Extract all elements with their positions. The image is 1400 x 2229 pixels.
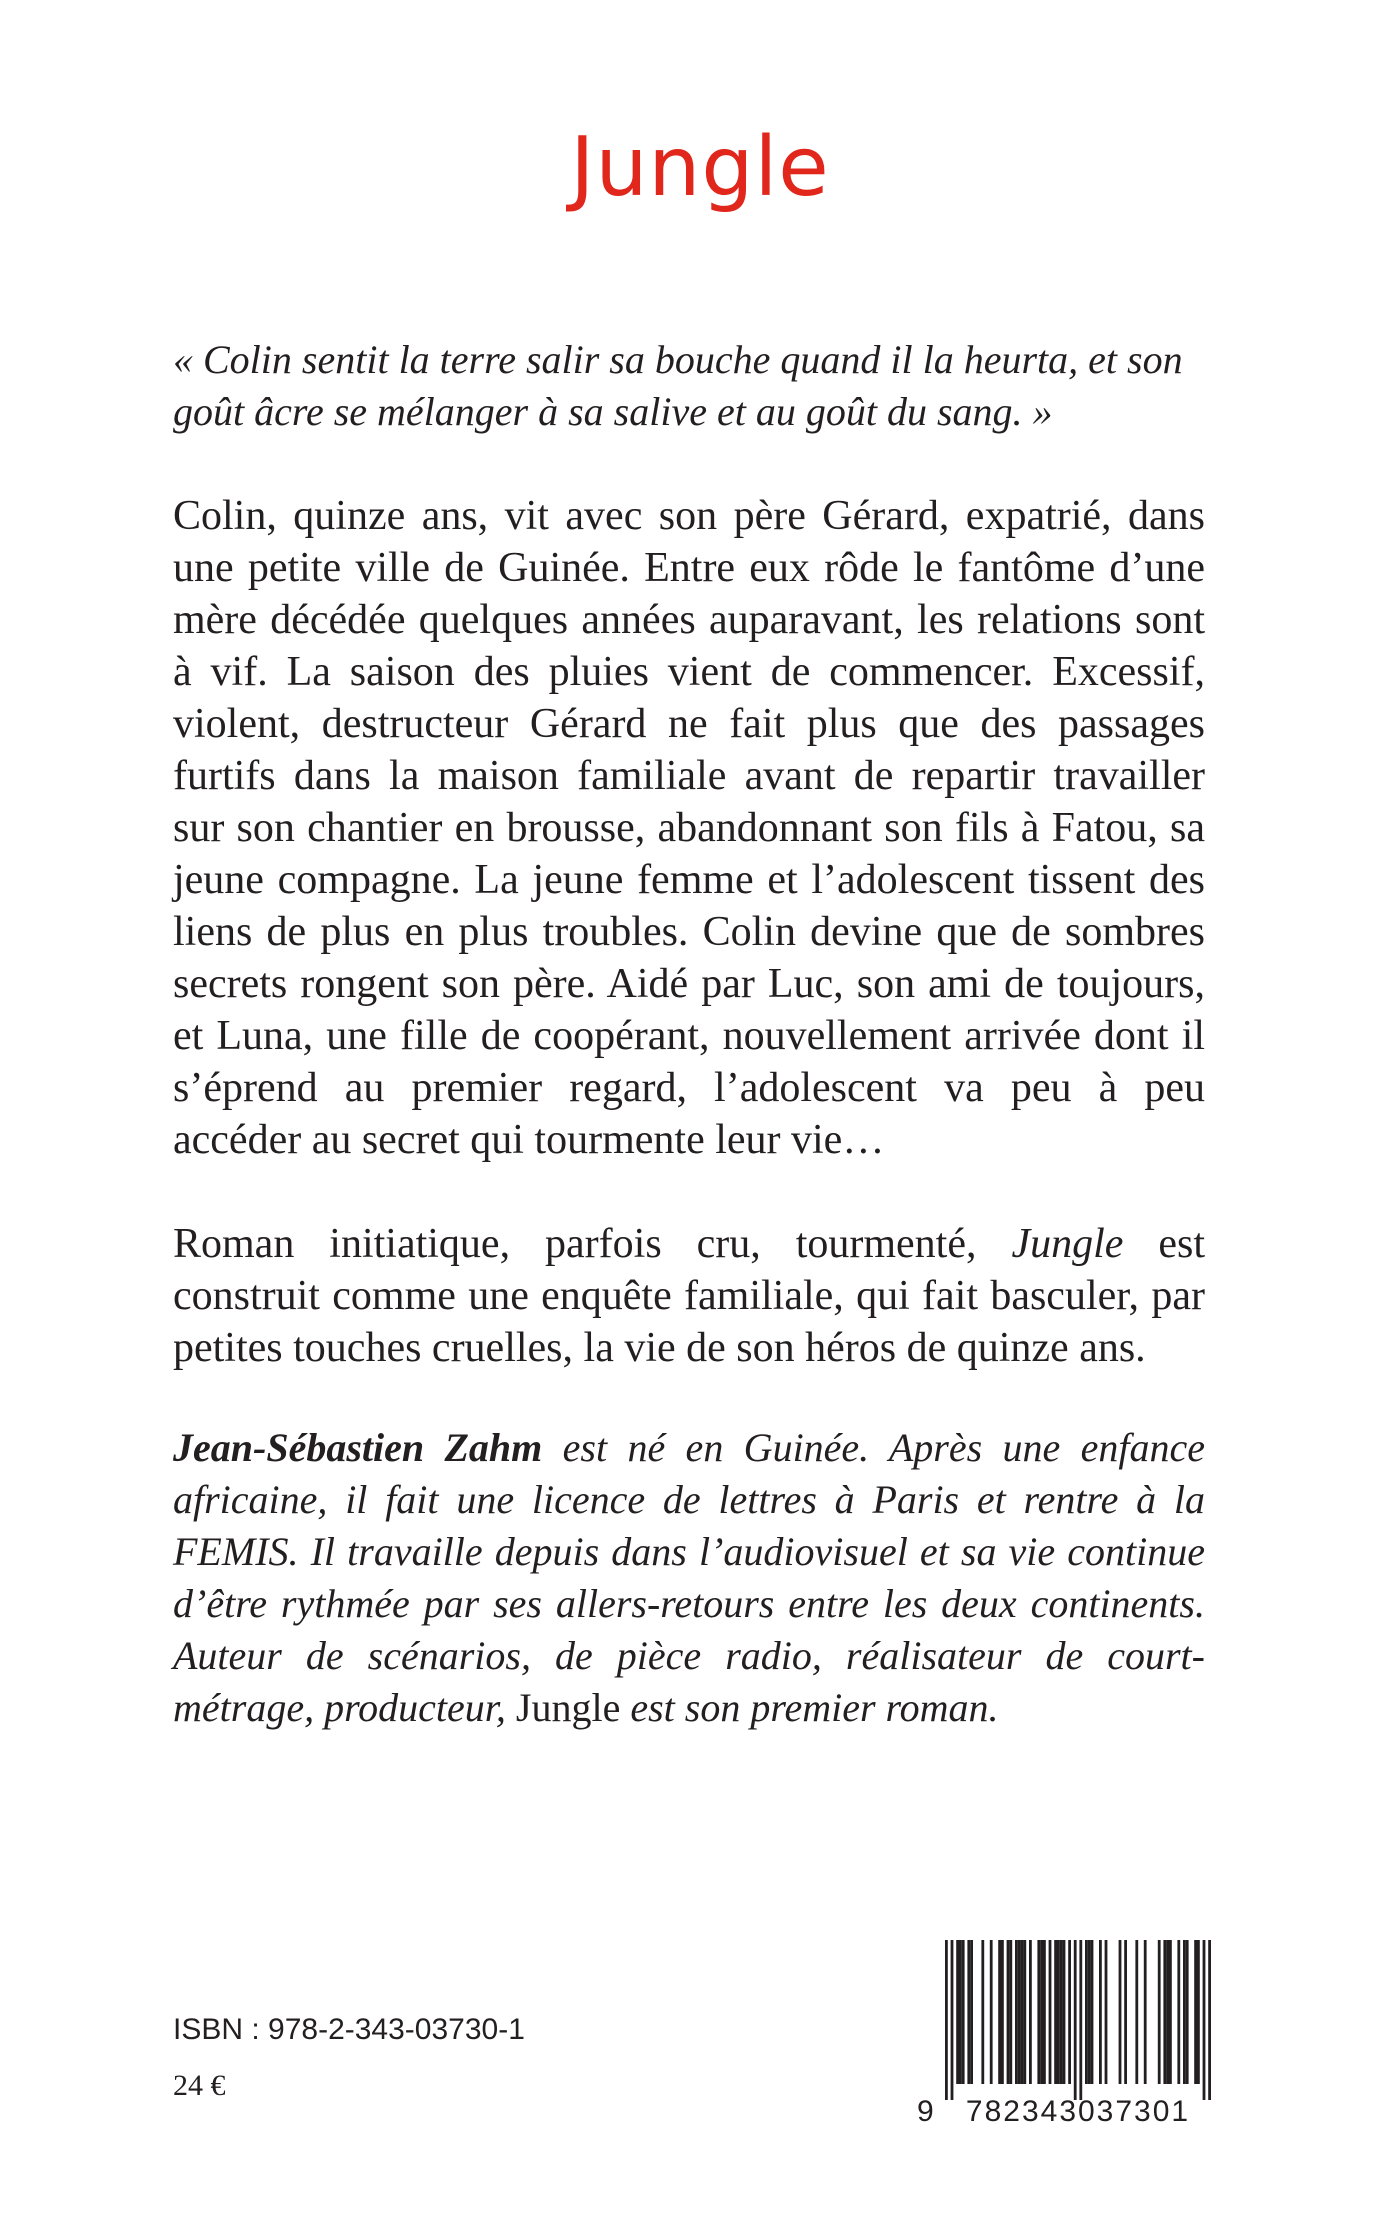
review-text [173, 1218, 1205, 1374]
barcode-bar [1043, 1940, 1046, 2084]
barcode-bar [1085, 1940, 1088, 2084]
barcode-bar [1163, 1940, 1166, 2084]
barcode-guard-bar [1079, 1940, 1082, 2100]
author-name: Jean-Sébastien Zahm [173, 1425, 543, 1470]
barcode-bar [1049, 1940, 1052, 2084]
barcode-guard-bar [1203, 1940, 1206, 2100]
barcode-bar [1023, 1940, 1026, 2084]
bio-text-part-2: est son premier roman. [620, 1685, 999, 1730]
barcode-bar [1007, 1940, 1010, 2084]
barcode-bar [1158, 1940, 1161, 2084]
excerpt-quote [173, 334, 1205, 438]
barcode-bar [1060, 1940, 1063, 2084]
barcode-bar [1018, 1940, 1021, 2084]
barcode-bar [1009, 1940, 1012, 2084]
barcode-bar [967, 1940, 970, 2084]
barcode-bar [990, 1940, 993, 2084]
barcode-bar [1105, 1940, 1108, 2084]
barcode-first-digit: 9 [917, 2095, 934, 2128]
barcode-digits: 782343037301 [965, 2095, 1191, 2128]
barcode-bar [1119, 1940, 1122, 2084]
book-title: Jungle [570, 120, 830, 215]
isbn-barcode [911, 1940, 1211, 2130]
barcode-bar [1015, 1940, 1018, 2084]
barcode-bar [1099, 1940, 1102, 2084]
quote-text: « Colin sentit la terre salir sa bouche quand il la heurta, et son goût âcre se mélanger à sa salive et au goût du sang. » [173, 337, 1183, 434]
barcode-bar [1029, 1940, 1032, 2084]
barcode-bar [1166, 1940, 1169, 2084]
bio-text [173, 1422, 1205, 1734]
author-bio [173, 1422, 1205, 1734]
barcode-bar [1144, 1940, 1147, 2084]
review-book-title: Jungle [1011, 1221, 1124, 1267]
barcode-bar [1063, 1940, 1066, 2084]
barcode-bar [1068, 1940, 1071, 2084]
barcode-bar [1040, 1940, 1043, 2084]
barcode-bar [998, 1940, 1001, 2084]
barcode-bar [959, 1940, 962, 2084]
review-text-after: est construit comme une enquête familiale, qui fait basculer, par petites touches cruelles, la vie de son héros de quinze ans. [173, 1221, 1206, 1371]
summary-paragraph [173, 490, 1205, 1166]
barcode-guard-bar [951, 1940, 954, 2100]
barcode-bar [1054, 1940, 1057, 2084]
review-paragraph [173, 1218, 1205, 1374]
barcode-bar [1088, 1940, 1091, 2084]
barcode-bar [1001, 1940, 1004, 2084]
barcode-bar [970, 1940, 973, 2084]
barcode-bar [1169, 1940, 1172, 2084]
barcode-bar [1197, 1940, 1200, 2084]
barcode-bar [1037, 1940, 1040, 2084]
barcode-bar [1183, 1940, 1186, 2084]
barcode-bar [1135, 1940, 1138, 2084]
barcode-bar [1021, 1940, 1024, 2084]
bio-book-title: Jungle [515, 1685, 621, 1730]
bio-text-part-1: est né en Guinée. Après une enfance africaine, il fait une licence de lettres à Paris et rentre à la FEMIS. Il travaille depuis dans l’audiovisuel et sa vie continue d’être rythmée par ses allers-retours entre les deux continents. Auteur de scénarios, de pièce radio, réalisateur de court-métrage, producteur, [173, 1425, 1205, 1730]
barcode-bar [1194, 1940, 1197, 2084]
barcode-bar [1057, 1940, 1060, 2084]
barcode-guard-bar [945, 1940, 948, 2100]
barcode-bar [981, 1940, 984, 2084]
barcode-bars [945, 1940, 1211, 2100]
barcode-bar [1186, 1940, 1189, 2084]
review-text-before: Roman initiatique, parfois cru, tourmenté, [173, 1221, 1012, 1267]
price-label: 24 € [173, 2069, 226, 2102]
barcode-guard-bar [1208, 1940, 1211, 2100]
barcode-bar [1091, 1940, 1094, 2084]
barcode-bar [1177, 1940, 1180, 2084]
isbn-label: ISBN : 978-2-343-03730-1 [173, 2013, 525, 2046]
barcode-guard-bar [1074, 1940, 1077, 2100]
barcode-bar [962, 1940, 965, 2084]
barcode-bar [956, 1940, 959, 2084]
summary-text: Colin, quinze ans, vit avec son père Gérard, expatrié, dans une petite ville de Guinée. Entre eux rôde le fantôme d’une mère décédée quelques années auparavant, les relations sont à vif. La saison des pluies vient de commencer. Excessif, violent, destructeur Gérard ne fait plus que des passages furtifs dans la maison familiale avant de repartir travailler sur son chantier en brousse, abandonnant son fils à Fatou, sa jeune compagne. La jeune femme et l’adolescent tissent des liens de plus en plus troubles. Colin devine que de sombres secrets rongent son père. Aidé par Luc, son ami de toujours, et Luna, une fille de coopérant, nouvellement arrivée dont il s’éprend au premier regard, l’adolescent va peu à peu accéder au secret qui tourmente leur vie… [173, 493, 1205, 1163]
barcode-bar [1124, 1940, 1127, 2084]
